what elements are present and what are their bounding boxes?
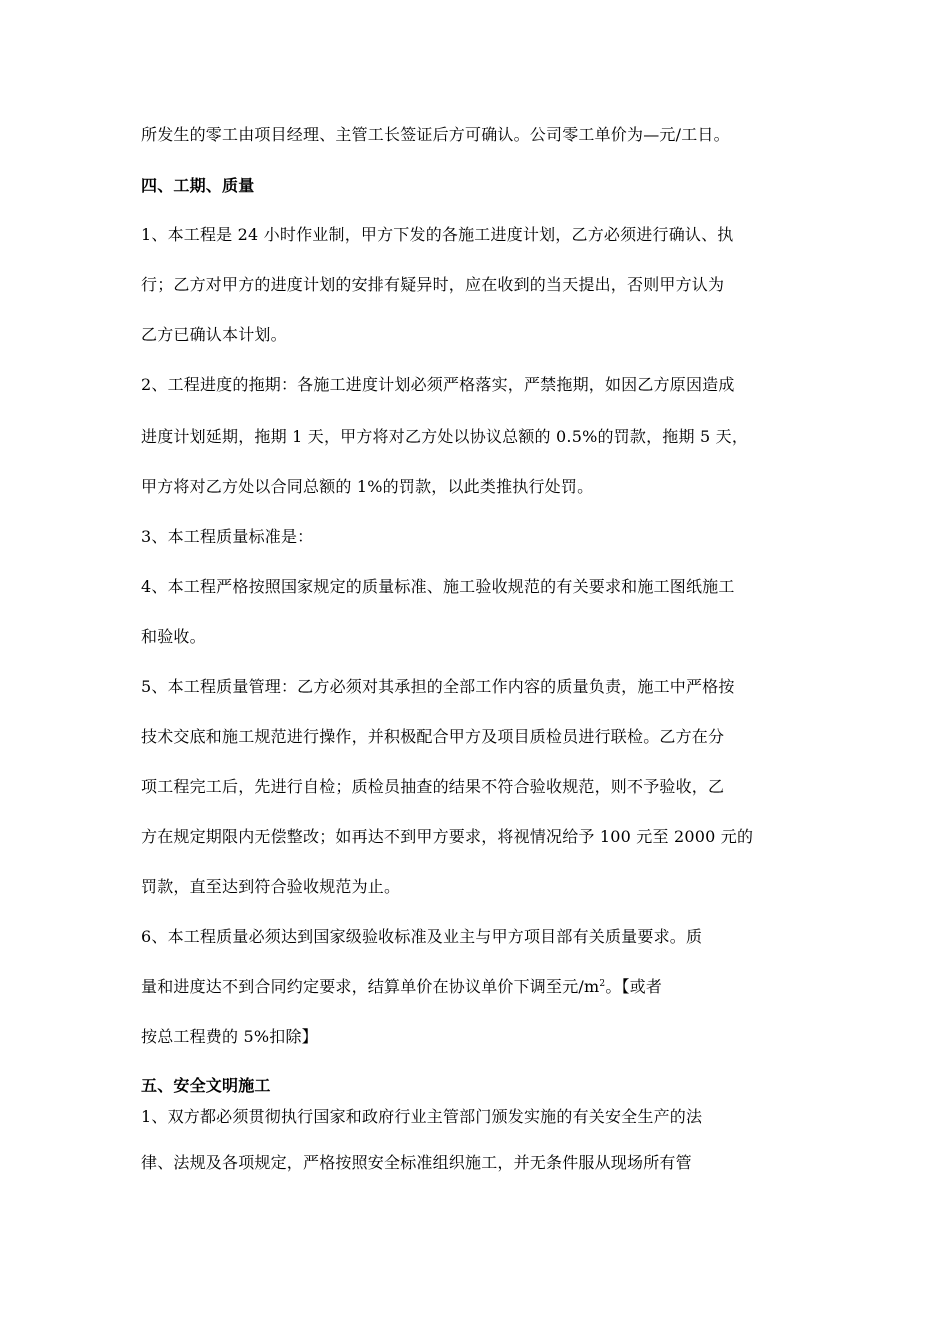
superscript-exponent: 2: [599, 979, 606, 989]
paragraph-line: 2、工程进度的拖期：各施工进度计划必须严格落实，严禁拖期，如因乙方原因造成: [141, 375, 735, 394]
paragraph-line: 乙方已确认本计划。: [141, 325, 287, 344]
paragraph-line: 5、本工程质量管理：乙方必须对其承担的全部工作内容的质量负责，施工中严格按: [141, 677, 735, 696]
paragraph-line: 方在规定期限内无偿整改；如再达不到甲方要求，将视情况给予 100 元至 2000 元的: [141, 827, 754, 846]
line-text: 量和进度达不到合同约定要求，结算单价在协议单价下调至元/m: [141, 977, 600, 996]
paragraph-line: 律、法规及各项规定，严格按照安全标准组织施工，并无条件服从现场所有管: [141, 1153, 692, 1172]
paragraph-line: 3、本工程质量标准是：: [141, 527, 314, 546]
paragraph-line: 和验收。: [141, 627, 206, 646]
paragraph-line: 进度计划延期，拖期 1 天，甲方将对乙方处以协议总额的 0.5%的罚款，拖期 5 天，: [141, 427, 749, 446]
section-heading-schedule-quality: 四、工期、质量: [141, 176, 255, 195]
paragraph-line: 项工程完工后，先进行自检；质检员抽查的结果不符合验收规范，则不予验收，乙: [141, 777, 725, 796]
section-heading-safety: 五、安全文明施工: [141, 1076, 271, 1095]
paragraph-line: 1、本工程是 24 小时作业制，甲方下发的各施工进度计划，乙方必须进行确认、执: [141, 225, 734, 244]
paragraph-line: 所发生的零工由项目经理、主管工长签证后方可确认。公司零工单价为—元/工日。: [141, 125, 730, 144]
paragraph-line: 4、本工程严格按照国家规定的质量标准、施工验收规范的有关要求和施工图纸施工: [141, 577, 735, 596]
paragraph-line: 6、本工程质量必须达到国家级验收标准及业主与甲方项目部有关质量要求。质: [141, 927, 703, 946]
paragraph-line: 按总工程费的 5%扣除】: [141, 1027, 318, 1046]
paragraph-line: 1、双方都必须贯彻执行国家和政府行业主管部门颁发实施的有关安全生产的法: [141, 1107, 703, 1126]
paragraph-line: 行；乙方对甲方的进度计划的安排有疑异时，应在收到的当天提出，否则甲方认为: [141, 275, 725, 294]
paragraph-line: 技术交底和施工规范进行操作，并积极配合甲方及项目质检员进行联检。乙方在分: [141, 727, 725, 746]
paragraph-line: 甲方将对乙方处以合同总额的 1%的罚款，以此类推执行处罚。: [141, 477, 594, 496]
paragraph-line: 罚款，直至达到符合验收规范为止。: [141, 877, 401, 896]
paragraph-line-with-unit: [141, 976, 662, 998]
line-text-tail: 。【或者: [605, 977, 663, 996]
